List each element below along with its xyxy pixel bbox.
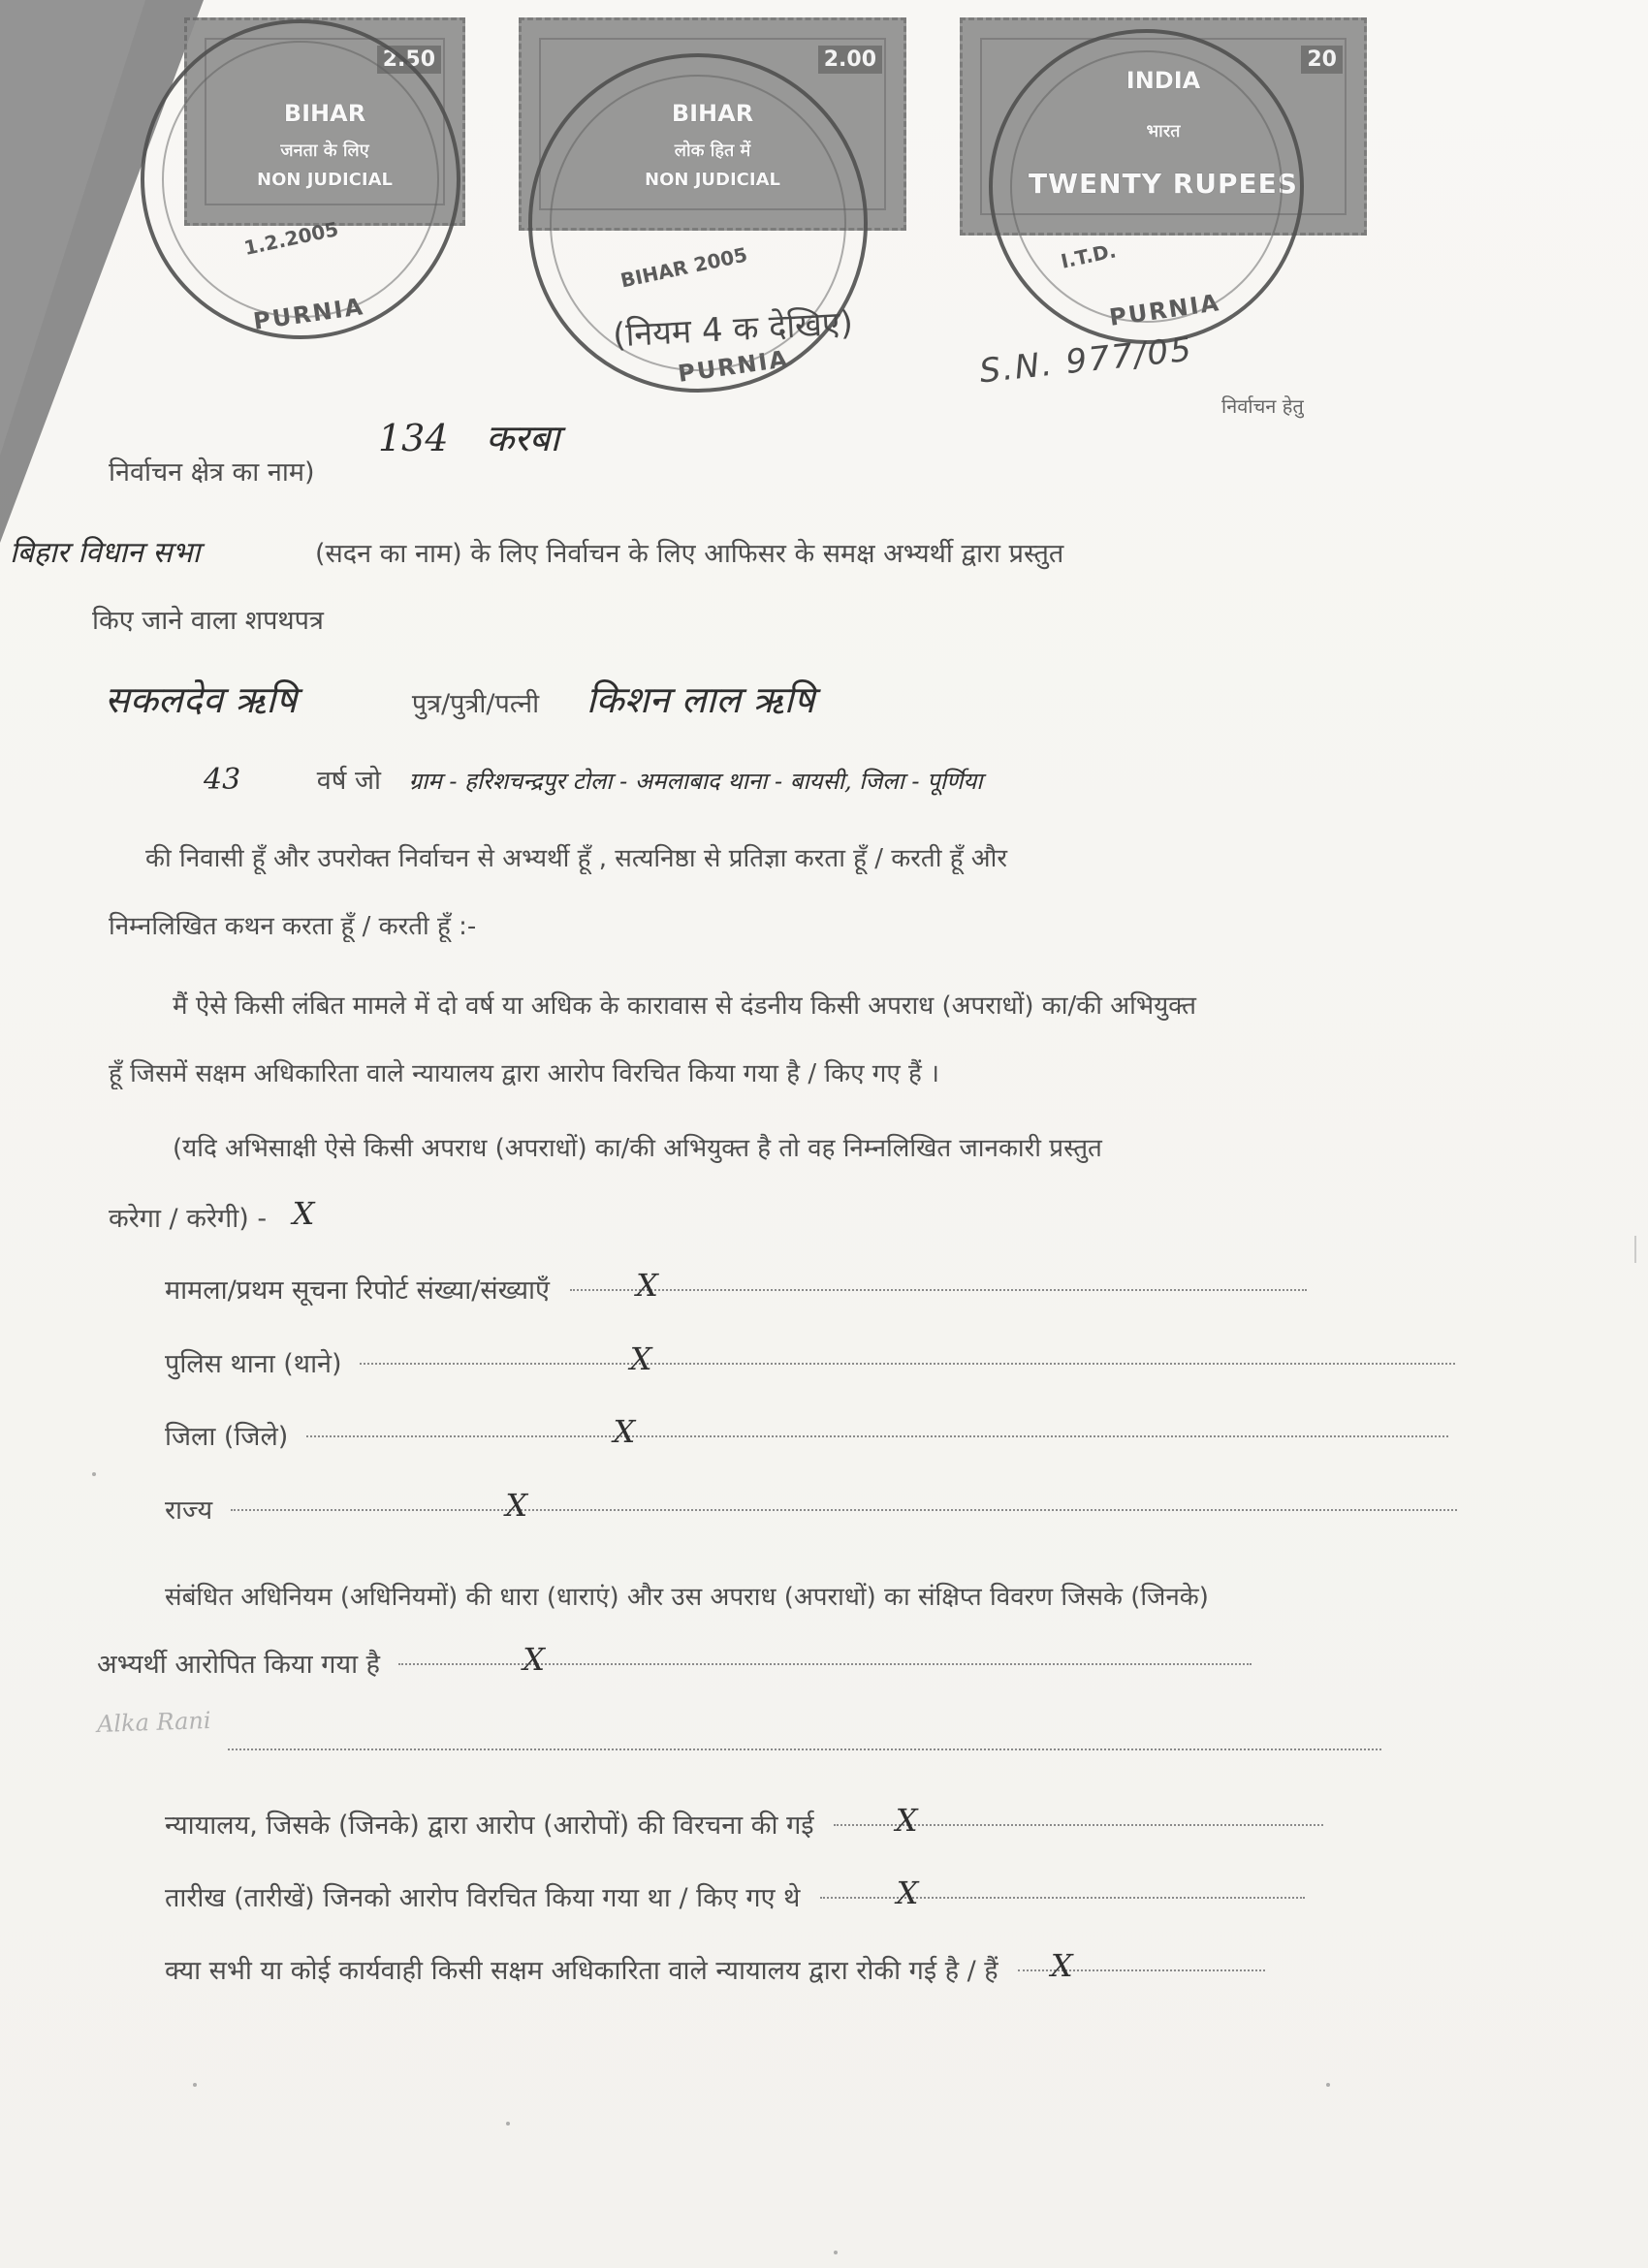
sections-cross-mark: X <box>523 1641 545 1678</box>
district-label: जिला (जिले) <box>165 1422 289 1452</box>
sections-label-line-one: संबंधित अधिनियम (अधिनियमों) की धारा (धाराएं) और उस अपराध (अपराधों) का संक्षिप्त विवरण जिसके (जिनके) <box>165 1583 1209 1612</box>
police-cross-mark: X <box>629 1340 652 1377</box>
paragraph-two-line-two <box>109 1195 315 1235</box>
constituency-number: 134 <box>378 417 449 459</box>
sections-label-row <box>97 1641 545 1681</box>
candidate-age: 43 <box>204 763 241 797</box>
district-dotted-line <box>306 1435 1448 1437</box>
stay-label: क्या सभी या कोई कार्यवाही किसी सक्षम अधिकारिता वाले न्यायालय द्वारा रोकी गई है / हैं <box>165 1956 998 1986</box>
state-label: राज्य <box>165 1496 213 1526</box>
state-field-row <box>165 1487 528 1527</box>
scan-speck <box>193 2083 197 2087</box>
case-dotted-line <box>570 1289 1307 1291</box>
sections-label-line-two: अभ्यर्थी आरोपित किया गया है <box>97 1650 381 1680</box>
state-cross-mark: X <box>505 1487 528 1524</box>
court-label: न्यायालय, जिसके (जिनके) द्वारा आरोप (आरोपों) की विरचना की गई <box>165 1811 814 1841</box>
folded-corner-edge <box>0 0 145 456</box>
handwritten-serial-number: S.N. 977/05 <box>977 330 1195 392</box>
paragraph-two-line-two-text: करेगा / करेगी) - <box>109 1204 268 1234</box>
age-label: वर्ष जो <box>316 766 382 796</box>
stamp-state: INDIA <box>1125 67 1201 94</box>
constituency-number-row <box>378 412 559 462</box>
postmark-town: PURNIA <box>1107 289 1222 331</box>
stamp-value: 2.50 <box>377 46 441 74</box>
district-field-row <box>165 1413 636 1453</box>
candidate-row <box>105 674 814 724</box>
house-handwritten: बिहार विधान सभा <box>10 536 201 570</box>
police-label: पुलिस थाना (थाने) <box>165 1349 342 1379</box>
candidate-name: सकलदेव ऋषि <box>105 678 298 721</box>
paragraph-one-line-one: मैं ऐसे किसी लंबित मामले में दो वर्ष या अधिक के कारावास से दंडनीय किसी अपराध (अपराधों) का/की अभियुक्त <box>173 992 1196 1021</box>
postmark-town: PURNIA <box>251 293 366 335</box>
paragraph-one-line-two: हूँ जिसमें सक्षम अधिकारिता वाले न्यायालय द्वारा आरोप विरचित किया गया है / किए गए हैं । <box>109 1059 939 1088</box>
candidate-address: ग्राम - हरिशचन्द्रपुर टोला - अमलाबाद थाना - बायसी, जिला - पूर्णिया <box>408 768 983 795</box>
court-field-row <box>165 1802 918 1842</box>
stamp-state: BIHAR <box>283 100 366 127</box>
stamp-text-line2: TWENTY RUPEES <box>1029 168 1298 200</box>
resident-line: की निवासी हूँ और उपरोक्त निर्वाचन से अभ्यर्थी हूँ , सत्यनिष्ठा से प्रतिज्ञा करता हूँ / करती हूँ और <box>145 844 1008 873</box>
scan-speck <box>92 1472 96 1476</box>
court-cross-mark: X <box>895 1802 918 1839</box>
statement-line: निम्नलिखित कथन करता हूँ / करती हूँ :- <box>109 912 477 941</box>
faint-handwritten-note: Alka Rani <box>96 1706 212 1739</box>
father-name: किशन लाल ऋषि <box>586 678 815 721</box>
house-row <box>10 531 1063 571</box>
date-cross-mark: X <box>896 1874 919 1911</box>
constituency-label-row <box>109 453 315 488</box>
case-field-row <box>165 1267 658 1307</box>
stamp-value: 2.00 <box>818 46 882 74</box>
affidavit-label-row <box>92 601 324 637</box>
postmark-town: PURNIA <box>676 345 791 388</box>
rule-reference: (नियम 4 क देखिए) <box>612 303 854 356</box>
postmark-date: 1.2.2005 <box>241 217 341 260</box>
postmark-1 <box>141 19 460 339</box>
scan-speck <box>1326 2083 1330 2087</box>
stay-field-row <box>165 1947 1073 1987</box>
corner-note: निर्वाचन हेतु <box>1221 394 1304 418</box>
postmark-date: I.T.D. <box>1059 238 1119 273</box>
sections-blank-dotted-line <box>228 1748 1381 1750</box>
stamp-text-line2: NON JUDICIAL <box>645 170 780 190</box>
police-dotted-line <box>360 1363 1455 1365</box>
case-cross-mark: X <box>636 1267 658 1304</box>
police-field-row <box>165 1340 652 1380</box>
sections-blank-row <box>228 1735 1381 1765</box>
postmark-3 <box>989 29 1304 344</box>
state-dotted-line <box>231 1509 1457 1511</box>
case-label: मामला/प्रथम सूचना रिपोर्ट संख्या/संख्याएँ <box>165 1276 550 1306</box>
district-cross-mark: X <box>613 1413 636 1450</box>
cross-mark: X <box>292 1195 315 1232</box>
scan-speck <box>834 2251 838 2254</box>
stamp-state: BIHAR <box>671 100 754 127</box>
scan-speck <box>506 2122 510 2126</box>
stamp-value: 20 <box>1301 46 1343 74</box>
affidavit-label: किए जाने वाला शपथपत्र <box>92 606 324 636</box>
stay-cross-mark: X <box>1050 1947 1073 1984</box>
stamp-text-line1: जनता के लिए <box>280 141 369 161</box>
stamp-text-line1: लोक हित में <box>674 141 751 161</box>
scan-line <box>1634 1236 1636 1263</box>
house-label: (सदन का नाम) के लिए निर्वाचन के लिए आफिसर के समक्ष अभ्यर्थी द्वारा प्रस्तुत <box>315 539 1064 569</box>
stamp-text-line2: NON JUDICIAL <box>257 170 393 190</box>
relation-label: पुत्र/पुत्री/पत्नी <box>411 689 540 719</box>
constituency-name: करबा <box>486 417 560 459</box>
paragraph-two-line-one: (यदि अभिसाक्षी ऐसे किसी अपराध (अपराधों) का/की अभियुक्त है तो वह निम्नलिखित जानकारी प्रस्तुत <box>173 1134 1102 1163</box>
date-field-row <box>165 1874 919 1914</box>
age-address-row <box>204 761 983 797</box>
postmark-date: BIHAR 2005 <box>618 242 749 293</box>
date-dotted-line <box>820 1897 1305 1899</box>
constituency-label: निर्वाचन क्षेत्र का नाम) <box>109 457 315 488</box>
date-label: तारीख (तारीखें) जिनको आरोप विरचित किया गया था / किए गए थे <box>165 1883 801 1913</box>
stamp-text-line1: भारत <box>1146 121 1181 142</box>
